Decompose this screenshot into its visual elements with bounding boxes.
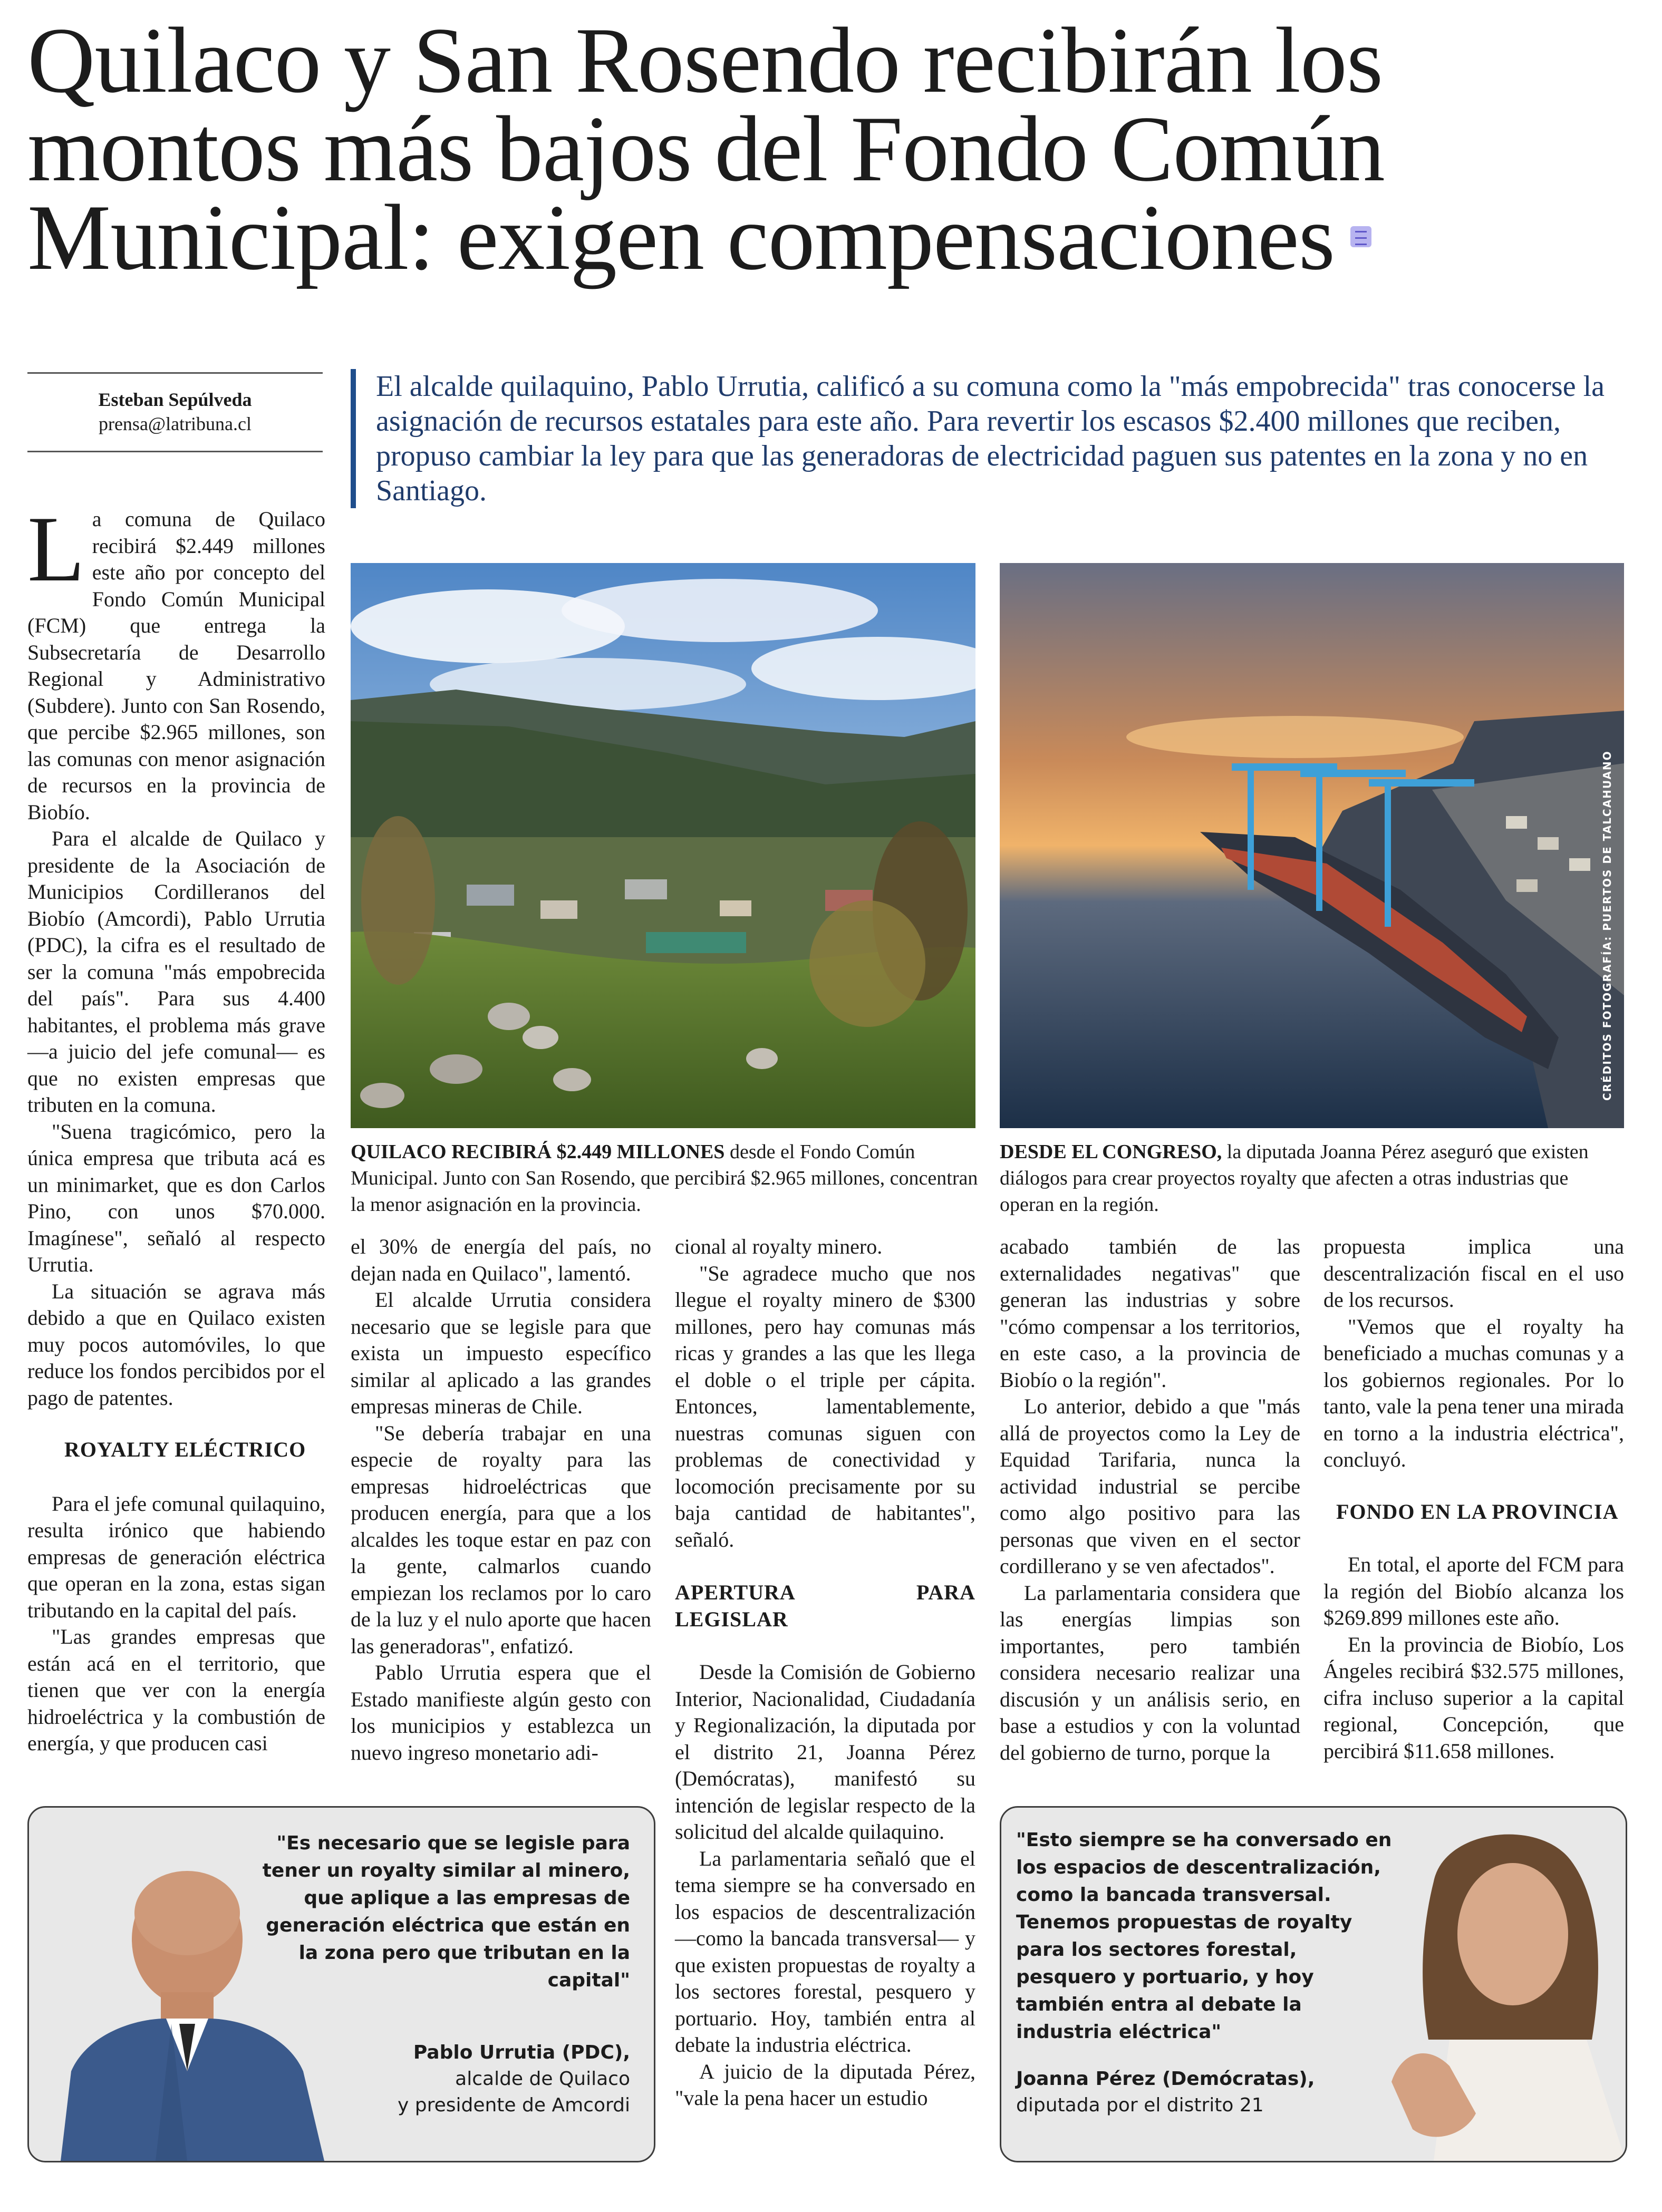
- quote-attribution-urrutia: [366, 2040, 630, 2119]
- paragraph: el 30% de energía del país, no dejan nada en Quilaco", lamentó.: [351, 1235, 651, 1285]
- article-column-1: [27, 497, 325, 1757]
- right-caption-bold: DESDE EL CONGRESO,: [1000, 1141, 1222, 1163]
- paragraph: propuesta implica una descentralización fiscal en el uso de los recursos.: [1323, 1235, 1624, 1312]
- left-photo-caption: [351, 1139, 978, 1218]
- photo-credit: CRÉDITOS FOTOGRAFÍA: PUERTOS DE TALCAHUANO: [1601, 750, 1613, 1101]
- attribution-role: diputada por el distrito 21: [1016, 2094, 1264, 2116]
- paragraph: "Las grandes empresas que están acá en el territorio, que tienen que ver con la energía hidroeléctrica y la combustión de energía, y que producen casi: [27, 1625, 325, 1755]
- paragraph: La situación se agrava más debido a que en Quilaco existen muy pocos automóviles, lo que reduce los fondos percibidos por el pago de patentes.: [27, 1279, 325, 1410]
- paragraph: A juicio de la diputada Pérez, "vale la pena hacer un estudio: [675, 2059, 975, 2110]
- quote-text-urrutia: "Es necesario que se legisle para tener un royalty similar al minero, que aplique a las empresas de generación eléctrica que están en la zona pero que tributan en la capital": [262, 1832, 630, 1991]
- paragraph: "Se agradece mucho que nos llegue el royalty minero de $300 millones, pero hay comunas más ricas y grandes a las que les llega el doble o el triple per cápita. Entonces, lamentablemente, nuestras comunas siguen con problemas de conectividad y locomoción precisamente por su baja cantidad de habitantes", señaló.: [675, 1261, 975, 1551]
- dropcap: L: [27, 497, 85, 601]
- perez-portrait: [1370, 1818, 1626, 2161]
- paragraph: "Suena tragicómico, pero la única empresa que tributa acá es un minimarket, que es don Carlos Pino, con unos $70.000. Imagínese", señaló al respecto Urrutia.: [27, 1119, 325, 1276]
- right-caption-text: la diputada Joanna Pérez aseguró que existen diálogos para crear proyectos royalty que afecten a otras industrias que operan en la región.: [1000, 1141, 1589, 1216]
- quote-attribution-perez: [1016, 2066, 1385, 2119]
- headline-text: Quilaco y San Rosendo recibirán los montos más bajos del Fondo Común Municipal: exigen compensaciones: [27, 8, 1385, 289]
- article-column-2: [351, 1234, 651, 1766]
- quilaco-photo: [351, 563, 975, 1128]
- paragraph: La parlamentaria considera que las energías limpias son importantes, pero también considera necesario realizar una discusión y un análisis serio, en base a estudios y con la voluntad del gobierno de turno, porque la: [1000, 1580, 1300, 1764]
- paragraph: El alcalde Urrutia considera necesario que se legisle para que exista un impuesto específico similar al aplicado a las grandes empresas mineras de Chile.: [351, 1288, 651, 1418]
- quote-text-perez: "Esto siempre se ha conversado en los espacios de descentralización, como la bancada transversal. Tenemos propuestas de royalty para los sectores forestal, pesquero y portuario, y hoy también entra al debate la industria eléctrica": [1016, 1829, 1392, 2043]
- article-column-3: [675, 1234, 975, 2112]
- port-aerial-image: [1000, 563, 1624, 1128]
- paragraph: acabado también de las externalidades negativas" que generan las industrias y sobre "cómo compensar a los territorios, en este caso, a la provincia de Biobío o la región".: [1000, 1235, 1300, 1392]
- port-photo: [1000, 563, 1624, 1128]
- headline: [27, 8, 1588, 289]
- attribution-name: Pablo Urrutia (PDC),: [413, 2042, 630, 2063]
- attribution-role: alcalde de Quilaco: [455, 2068, 630, 2090]
- left-caption-text: desde el Fondo Común Municipal. Junto con San Rosendo, que percibirá $2.965 millones, concentran la menor asignación en la provincia.: [351, 1141, 978, 1216]
- paragraph: Pablo Urrutia espera que el Estado manifieste algún gesto con los municipios y establezca un nuevo ingreso monetario adi-: [351, 1661, 651, 1764]
- quote-box-perez: [1000, 1806, 1627, 2162]
- paragraph-text: a comuna de Quilaco recibirá $2.449 millones este año por concepto del Fondo Común Municipal (FCM) que entrega la Subsecretaría de Desarrollo Regional y Administrativo (Subdere). Junto con San Rosendo, que percibe $2.965 millones, son las comunas con menor asignación de recursos en la provincia de Biobío.: [27, 507, 325, 824]
- attribution-role: y presidente de Amcordi: [397, 2094, 630, 2116]
- quote-box-urrutia: [27, 1806, 655, 2162]
- paragraph: "Se debería trabajar en una especie de royalty para las empresas hidroeléctricas que producen energía, para que a los alcaldes les toque estar en paz con la gente, calmarlos cuando empiezan los reclamos por lo caro de la luz y el nulo aporte que hacen las generadoras", enfatizó.: [351, 1421, 651, 1658]
- paragraph: cional al royalty minero.: [675, 1235, 883, 1258]
- section-heading-fondo: FONDO EN LA PROVINCIA: [1336, 1499, 1619, 1524]
- paragraph: En la provincia de Biobío, Los Ángeles recibirá $32.575 millones, cifra incluso superior a la capital regional, Concepción, que percibirá $11.658 millones.: [1323, 1632, 1624, 1763]
- section-heading-apertura: APERTURA PARA LEGISLAR: [675, 1580, 975, 1631]
- attribution-name: Joanna Pérez (Demócratas),: [1016, 2068, 1315, 2090]
- paragraph: Desde la Comisión de Gobierno Interior, Nacionalidad, Ciudadanía y Regionalización, la diputada por el distrito 21, Joanna Pérez (Demócratas), manifestó su intención de legislar respecto de la solicitud del alcalde quilaquino.: [675, 1660, 975, 1844]
- author-email[interactable]: prensa@latribuna.cl: [98, 413, 252, 434]
- article-column-4: [1000, 1234, 1300, 1766]
- lead-text: El alcalde quilaquino, Pablo Urrutia, calificó a su comuna como la "más empobrecida" tras conocerse la asignación de recursos estatales para este año. Para revertir los escasos $2.400 millones que reciben, propuso cambiar la ley para que las generadoras de electricidad paguen sus patentes en la zona y no en Santiago.: [376, 370, 1605, 507]
- section-heading-royalty: ROYALTY ELÉCTRICO: [64, 1438, 306, 1461]
- note-icon[interactable]: [1350, 226, 1371, 247]
- left-caption-bold: QUILACO RECIBIRÁ $2.449 MILLONES: [351, 1141, 725, 1163]
- article-column-5: [1323, 1234, 1624, 1764]
- paragraph: Para el jefe comunal quilaquino, resulta irónico que habiendo empresas de generación eléctrica que operan en la zona, estas sigan tributando en la capital del país.: [27, 1491, 325, 1622]
- paragraph: La parlamentaria señaló que el tema siempre se ha conversado en los espacios de descentralización —como la bancada transversal— y que existen propuestas de royalty a los sectores forestal, pesquero y portuario. Hoy, también entra al debate la industria eléctrica.: [675, 1846, 975, 2056]
- author-name: Esteban Sepúlveda: [98, 389, 252, 410]
- paragraph: "Vemos que el royalty ha beneficiado a muchas comunas y a los gobiernos regionales. Por lo tanto, vale la pena tener una mirada en torno a la industria eléctrica", concluyó.: [1323, 1314, 1624, 1471]
- paragraph: Lo anterior, debido a que "más allá de proyectos como la Ley de Equidad Tarifaria, nunca la actividad industrial se percibe como algo positivo para las personas que viven en el sector cordillerano y se ven afectados".: [1000, 1394, 1300, 1578]
- lead-paragraph: [351, 369, 1636, 508]
- paragraph: Para el alcalde de Quilaco y presidente de la Asociación de Municipios Cordilleranos del Biobío (Amcordi), Pablo Urrutia (PDC), la cifra es el resultado de ser la comuna "más empobrecida del país". Para sus 4.400 habitantes, el problema más grave —a juicio del jefe comunal— es que no existen empresas que tributen en la comuna.: [27, 827, 325, 1117]
- right-photo-caption: [1000, 1139, 1627, 1218]
- quilaco-landscape-image: [351, 563, 975, 1128]
- byline: [27, 372, 323, 452]
- paragraph: [27, 497, 325, 826]
- paragraph: En total, el aporte del FCM para la región del Biobío alcanza los $269.899 millones este año.: [1323, 1553, 1624, 1629]
